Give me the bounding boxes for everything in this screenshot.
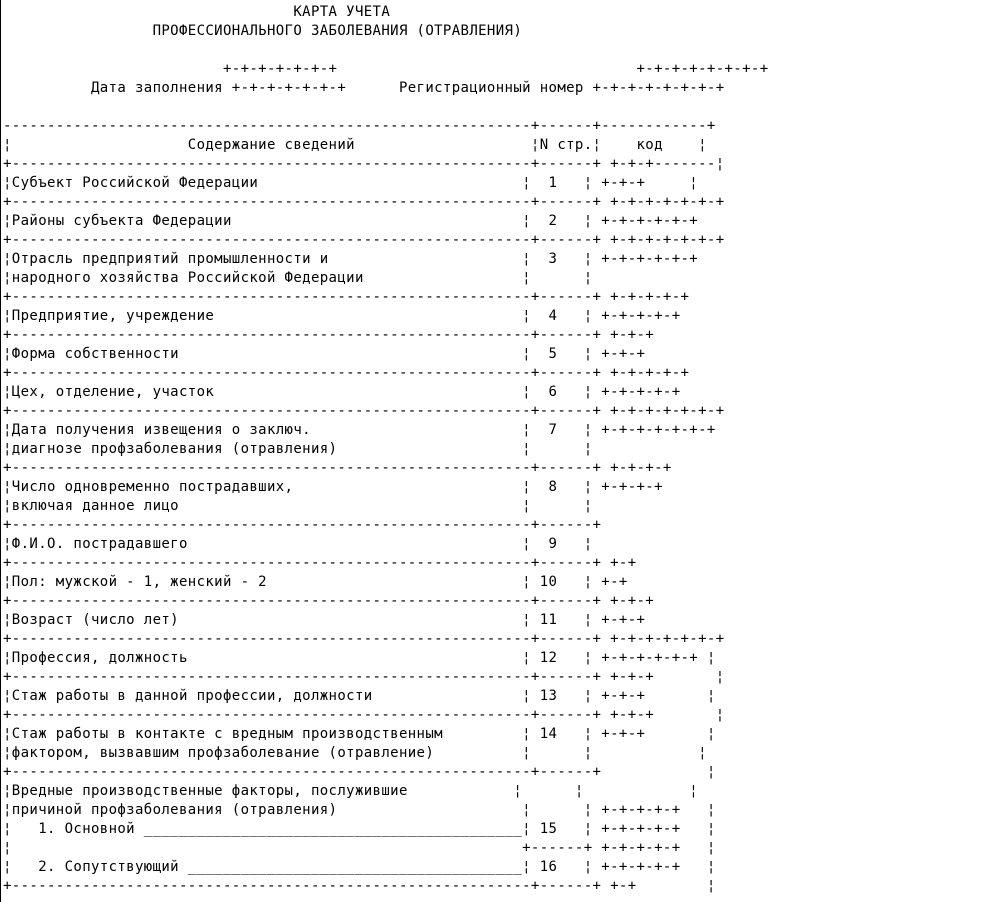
document-line [3,41,769,60]
document-line: +-----------------------------------------------------------+------+ +-+-+ [3,327,655,343]
document-line: ¦причиной профзаболевания (отравления) ¦ ¦ +-+-+-+-+ ¦ [3,802,716,818]
document-line: +-----------------------------------------------------------+------+ +-+-+ ¦ [3,707,725,723]
document-line: ПРОФЕССИОНАЛЬНОГО ЗАБОЛЕВАНИЯ (ОТРАВЛЕНИЯ) [3,23,523,39]
document-line: ¦Районы субъекта Федерации ¦ 2 ¦ +-+-+-+-+-+ [3,213,699,229]
document-line: +-----------------------------------------------------------+------+ +-+-+-+-+-+-+ [3,631,725,647]
document-line: ¦Цех, отделение, участок ¦ 6 ¦ +-+-+-+-+ [3,384,681,400]
document-line: ¦Возраст (число лет) ¦ 11 ¦ +-+-+ [3,612,646,628]
document-line [3,98,769,117]
document-line: ¦Форма собственности ¦ 5 ¦ +-+-+ [3,346,646,362]
document-line: +-----------------------------------------------------------+------+ +-+-+ [3,593,655,609]
document-line: +-----------------------------------------------------------+------+ +-+-+-------¦ [3,156,725,172]
document-line: ¦Стаж работы в контакте с вредным производственным ¦ 14 ¦ +-+-+ ¦ [3,726,716,742]
document-line: +-----------------------------------------------------------+------+ +-+-+-+-+ [3,365,690,381]
document-line: ¦Число одновременно пострадавших, ¦ 8 ¦ +-+-+-+ [3,479,663,495]
document-line: +-+-+-+-+-+-+ +-+-+-+-+-+-+-+ [3,61,769,77]
document-line: +-----------------------------------------------------------+------+ +-+-+-+ [3,460,672,476]
document-line: +-----------------------------------------------------------+------+ +-+ ¦ [3,878,716,894]
document-line: ¦ 2. Сопутствующий ______________________________________¦ 16 ¦ +-+-+-+-+ ¦ [3,859,716,875]
document-line: ¦ Содержание сведений ¦N стр.¦ код ¦ [3,137,707,153]
document-line: +-----------------------------------------------------------+------+ ¦ [3,764,716,780]
document-line: ¦Предприятие, учреждение ¦ 4 ¦ +-+-+-+-+ [3,308,681,324]
document-line: ¦Субъект Российской Федерации ¦ 1 ¦ +-+-+ ¦ [3,175,699,191]
document-line: ¦Отрасль предприятий промышленности и ¦ 3 ¦ +-+-+-+-+-+ [3,251,699,267]
document-line: ------------------------------------------------------------+------+------------+ [3,118,716,134]
document-line: ¦ +------+ +-+-+-+-+ ¦ [3,840,716,856]
document-line: ¦диагнозе профзаболевания (отравления) ¦ ¦ [3,441,593,457]
document-line: ¦Пол: мужской - 1, женский - 2 ¦ 10 ¦ +-+ [3,574,628,590]
document-line: ¦ 1. Основной ___________________________________________¦ 15 ¦ +-+-+-+-+ ¦ [3,821,716,837]
document-line: ¦фактором, вызвавшим профзаболевание (отравление) ¦ ¦ ¦ [3,745,707,761]
document-line: +-----------------------------------------------------------+------+ +-+-+-+-+-+-+ [3,403,725,419]
document-line: +-----------------------------------------------------------+------+ +-+-+ ¦ [3,669,725,685]
document-line: ¦Ф.И.О. пострадавшего ¦ 9 ¦ [3,536,593,552]
document-line: +-----------------------------------------------------------+------+ +-+-+-+-+ [3,289,690,305]
document-body [3,3,769,896]
document-line: ¦включая данное лицо ¦ ¦ [3,498,593,514]
document-line: ¦Стаж работы в данной профессии, должности ¦ 13 ¦ +-+-+ ¦ [3,688,716,704]
document-line: ¦Профессия, должность ¦ 12 ¦ +-+-+-+-+-+ ¦ [3,650,716,666]
document-line: +-----------------------------------------------------------+------+ +-+-+-+-+-+-+ [3,232,725,248]
document-line: ¦Вредные производственные факторы, послужившие ¦ ¦ ¦ [3,783,699,799]
document-line: +-----------------------------------------------------------+------+ [3,517,602,533]
document-line: Дата заполнения +-+-+-+-+-+-+ Регистрационный номер +-+-+-+-+-+-+-+ [3,80,725,96]
document-line: ¦народного хозяйства Российской Федерации ¦ ¦ [3,270,593,286]
document-line: КАРТА УЧЕТА [3,4,391,20]
document-line: +-----------------------------------------------------------+------+ +-+ [3,555,637,571]
document-line: ¦Дата получения извещения о заключ. ¦ 7 ¦ +-+-+-+-+-+-+ [3,422,716,438]
document-line: +-----------------------------------------------------------+------+ +-+-+-+-+-+-+ [3,194,725,210]
